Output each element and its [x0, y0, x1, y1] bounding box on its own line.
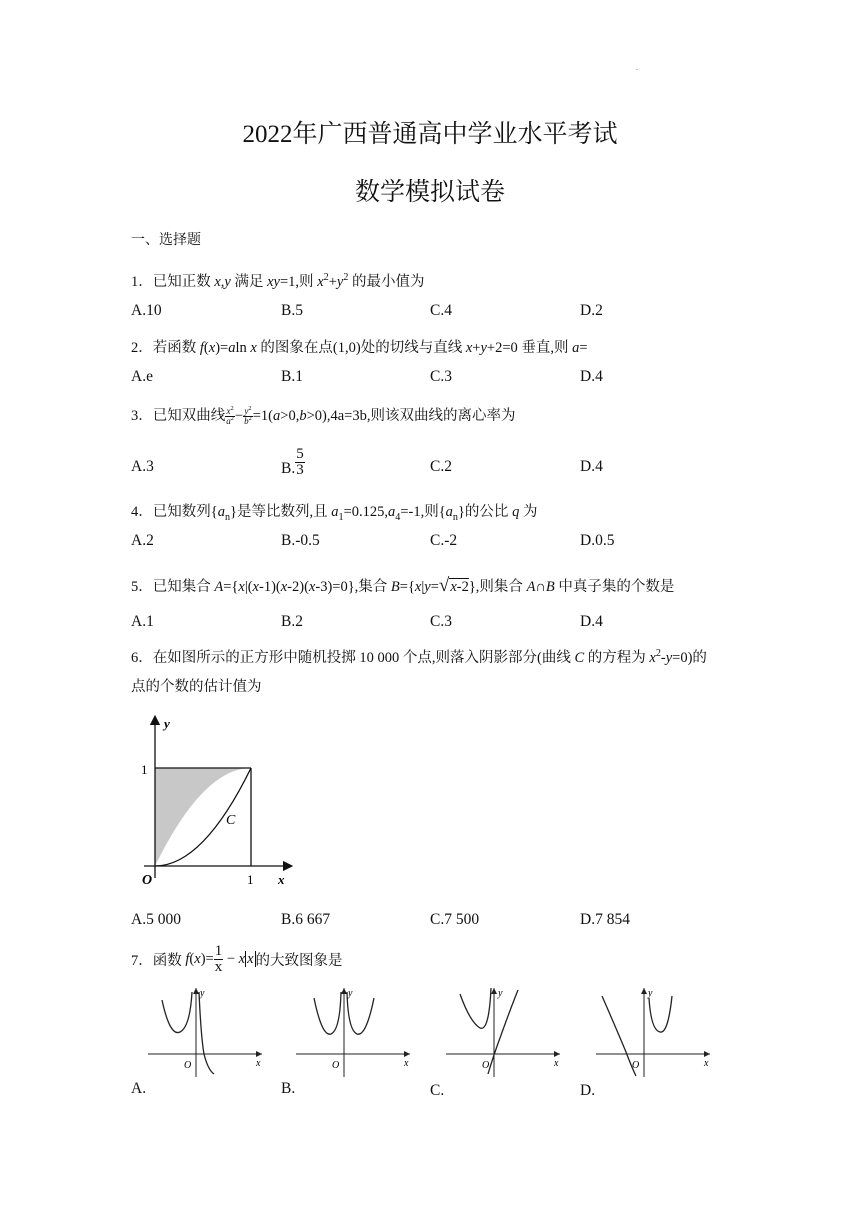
fraction-x2-a2: $\frac{x^2}{a^2}$	[226, 405, 234, 427]
q5-option-d[interactable]: D.4	[580, 613, 603, 630]
q7-graph-b	[288, 982, 418, 1077]
graph-d-y-label: y	[648, 988, 653, 999]
shaded-region	[155, 768, 251, 866]
q7-graph-d	[588, 982, 718, 1077]
graph-a-x-label: x	[256, 1058, 261, 1069]
q5-option-b[interactable]: B.2	[281, 613, 303, 630]
q2-option-a[interactable]: A.e	[131, 368, 153, 385]
graph-b-origin: O	[332, 1060, 340, 1071]
q7-graph-a	[140, 982, 270, 1077]
fig-y-label: y	[164, 716, 170, 731]
q3-option-b[interactable]: B. $\frac{5}{3}$	[281, 446, 304, 478]
graph-c-y-label: y	[498, 988, 503, 999]
q6-option-d[interactable]: D.7 854	[580, 911, 630, 928]
graph-b-x-label: x	[404, 1058, 409, 1069]
fig-one-x: 1	[247, 872, 254, 887]
graph-a-right-branch	[199, 992, 214, 1074]
exam-subtitle: 数学模拟试卷	[354, 179, 505, 206]
graph-a-left-branch	[162, 992, 192, 1033]
q7-option-b[interactable]: B.	[281, 1080, 296, 1097]
q7-option-d[interactable]: D.	[580, 1082, 596, 1099]
q7-option-a[interactable]: A.	[131, 1080, 147, 1097]
fraction-1-x: $\frac{1}{x}$	[214, 943, 223, 975]
q3-option-a[interactable]: A.3	[131, 458, 154, 475]
q6-figure	[130, 708, 310, 890]
fig-x-label: x	[278, 872, 285, 887]
graph-c-origin: O	[482, 1060, 490, 1071]
question-6: 6．在如图所示的正方形中随机投掷 10 000 个点,则落入阴影部分(曲线 C 的方程为 $x^2-y=0$)的	[131, 648, 707, 666]
q4-option-a[interactable]: A.2	[131, 532, 154, 549]
fraction-y2-b2: $\frac{y^2}{b^2}$	[244, 405, 252, 427]
question-4: 4．已知数列$\{a_n\}$是等比数列,且 $a_1=0.125,a_4=-1$,则$\{a_n\}$的公比 q 为	[131, 504, 538, 523]
q4-option-d[interactable]: D.0.5	[580, 532, 615, 549]
q6-option-b[interactable]: B.6 667	[281, 911, 331, 928]
question-3: 3．已知双曲线 $\frac{x^2}{a^2}$ − $\frac{y^2}{b^2}$ =1(a>0,b>0),4a=3b,则该双曲线的离心率为	[131, 405, 516, 427]
question-6-line-2: 点的个数的估计值为	[131, 679, 262, 695]
question-7: 7．函数 f(x)= $\frac{1}{x}$ − x x 的大致图象是	[131, 943, 343, 975]
q5-option-c[interactable]: C.3	[430, 613, 452, 630]
section-heading: 一、选择题	[131, 233, 201, 248]
q2-option-b[interactable]: B.1	[281, 368, 303, 385]
question-2: 2．若函数 f(x)=aln x 的图象在点(1,0)处的切线与直线 x+y+2=0 垂直,则 a=	[131, 340, 588, 356]
fraction-5-3: $\frac{5}{3}$	[296, 446, 304, 478]
q6-option-c[interactable]: C.7 500	[430, 911, 480, 928]
q1-option-d[interactable]: D.2	[580, 302, 603, 319]
q1-option-c[interactable]: C.4	[430, 302, 452, 319]
graph-d-origin: O	[632, 1060, 640, 1071]
corner-dot: .	[636, 63, 638, 72]
q5-option-a[interactable]: A.1	[131, 613, 154, 630]
q3-option-d[interactable]: D.4	[580, 458, 603, 475]
q1-option-a[interactable]: A.10	[131, 302, 162, 319]
graph-a-y-label: y	[200, 988, 205, 999]
q4-option-c[interactable]: C.-2	[430, 532, 458, 549]
graph-a-origin: O	[184, 1060, 192, 1071]
graph-c-right-branch	[488, 990, 518, 1074]
exam-title: 2022年广西普通高中学业水平考试	[242, 121, 618, 148]
fig-curve-label: C	[226, 813, 236, 828]
fig-one-y: 1	[141, 762, 148, 777]
q7-option-c[interactable]: C.	[430, 1082, 445, 1099]
q2-option-d[interactable]: D.4	[580, 368, 603, 385]
fig-origin: O	[142, 873, 153, 888]
graph-d-left-branch	[602, 996, 636, 1076]
q1-option-b[interactable]: B.5	[281, 302, 303, 319]
q6-option-a[interactable]: A.5 000	[131, 911, 181, 928]
graph-b-left-branch	[314, 992, 341, 1034]
graph-d-x-label: x	[704, 1058, 709, 1069]
question-1: 1．已知正数 x,y 满足 xy=1,则 $x^2+y^2$ 的最小值为	[131, 272, 425, 290]
graph-c-left-branch	[460, 988, 491, 1028]
graph-d-right-branch	[649, 996, 672, 1032]
question-5: 5．已知集合 A={x|(x-1)(x-2)(x-3)=0},集合 B={x|y=√x-2},则集合 A∩B 中真子集的个数是	[131, 575, 675, 596]
q3-option-c[interactable]: C.2	[430, 458, 452, 475]
q2-option-c[interactable]: C.3	[430, 368, 452, 385]
q7-graph-c	[438, 982, 568, 1077]
graph-c-x-label: x	[554, 1058, 559, 1069]
graph-b-y-label: y	[348, 988, 353, 999]
q4-option-b[interactable]: B.-0.5	[281, 532, 320, 549]
